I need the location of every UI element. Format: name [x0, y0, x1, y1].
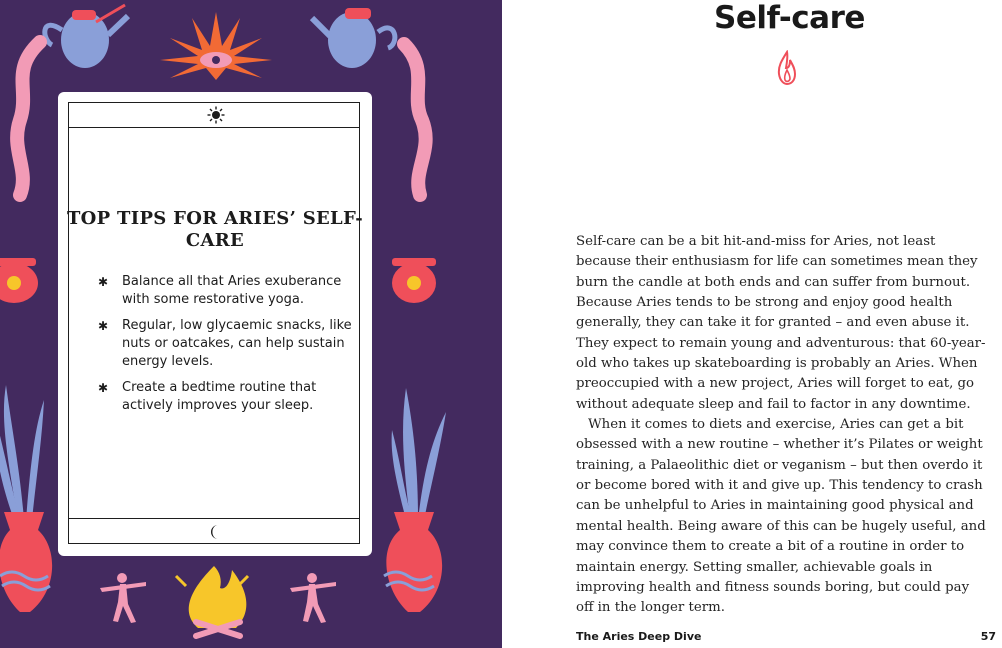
- cauldron-left-icon: [0, 258, 38, 303]
- tips-card: [58, 92, 372, 556]
- campfire-icon: [176, 566, 248, 636]
- tip-item: [98, 273, 368, 309]
- crescent-moon-icon: [207, 523, 225, 541]
- dancer-right-icon: [290, 573, 336, 623]
- body-paragraph: When it comes to diets and exercise, Aries can get a bit obsessed with a new routine – whether it’s Pilates or weight training, a Palaeolithic diet or veganism – but then overdo it or become bored with it and give up. This tendency to crash can be unhelpful to Aries in maintaining good physical and mental health. Being aware of this can be hugely useful, and may convince them to create a bit of a routine in order to maintain energy. Setting smaller, achievable goals in improving health and fitness sounds boring, but could pay off in the longer term.: [576, 417, 986, 616]
- teapot-left-icon: [45, 5, 128, 68]
- dancer-left-icon: [100, 573, 146, 623]
- six-point-star-icon: ✱: [98, 381, 109, 395]
- six-point-star-icon: ✱: [98, 319, 109, 333]
- pink-wave-right-icon: [404, 44, 426, 195]
- tip-text: Create a bedtime routine that actively improves your sleep.: [122, 380, 317, 413]
- sun-icon: [207, 106, 225, 124]
- body-text: [576, 232, 990, 619]
- six-point-star-icon: ✱: [98, 275, 109, 289]
- pink-wave-left-icon: [17, 42, 40, 195]
- vase-left-icon: [0, 512, 52, 612]
- tip-item: [98, 379, 368, 415]
- plant-right-icon: [392, 388, 446, 520]
- sun-eye-icon: [160, 12, 272, 80]
- page-number: 57: [980, 630, 996, 643]
- tip-text: Balance all that Aries exuberance with some restorative yoga.: [122, 274, 342, 307]
- vase-right-icon: [384, 512, 442, 612]
- page-title: Self-care: [714, 0, 865, 36]
- plant-left-icon: [0, 385, 44, 520]
- tips-list: [98, 273, 368, 423]
- tip-item: [98, 317, 368, 371]
- right-page: [502, 0, 1002, 648]
- card-title: TOP TIPS FOR ARIES’ SELF-CARE: [66, 208, 364, 251]
- tip-text: Regular, low glycaemic snacks, like nuts or oatcakes, can help sustain energy levels.: [122, 318, 352, 369]
- running-footer: The Aries Deep Dive: [576, 630, 702, 643]
- cauldron-right-icon: [392, 258, 436, 303]
- body-paragraph: Self-care can be a bit hit-and-miss for Aries, not least because their enthusiasm for life can sometimes mean they burn the candle at both ends and can suffer from burnout. Because Aries tends to be strong and enjoy good health generally, they can take it for granted – and even abuse it. They expect to remain young and adventurous: that 60-year-old who takes up skateboarding is probably an Aries. When preoccupied with a new project, Aries will forget to eat, go without adequate sleep and fail to factor in any downtime.: [576, 234, 986, 412]
- fire-symbol-icon: [776, 50, 798, 86]
- teapot-right-icon: [312, 8, 395, 68]
- card-top-rule: [69, 127, 359, 128]
- card-bottom-rule: [69, 518, 359, 519]
